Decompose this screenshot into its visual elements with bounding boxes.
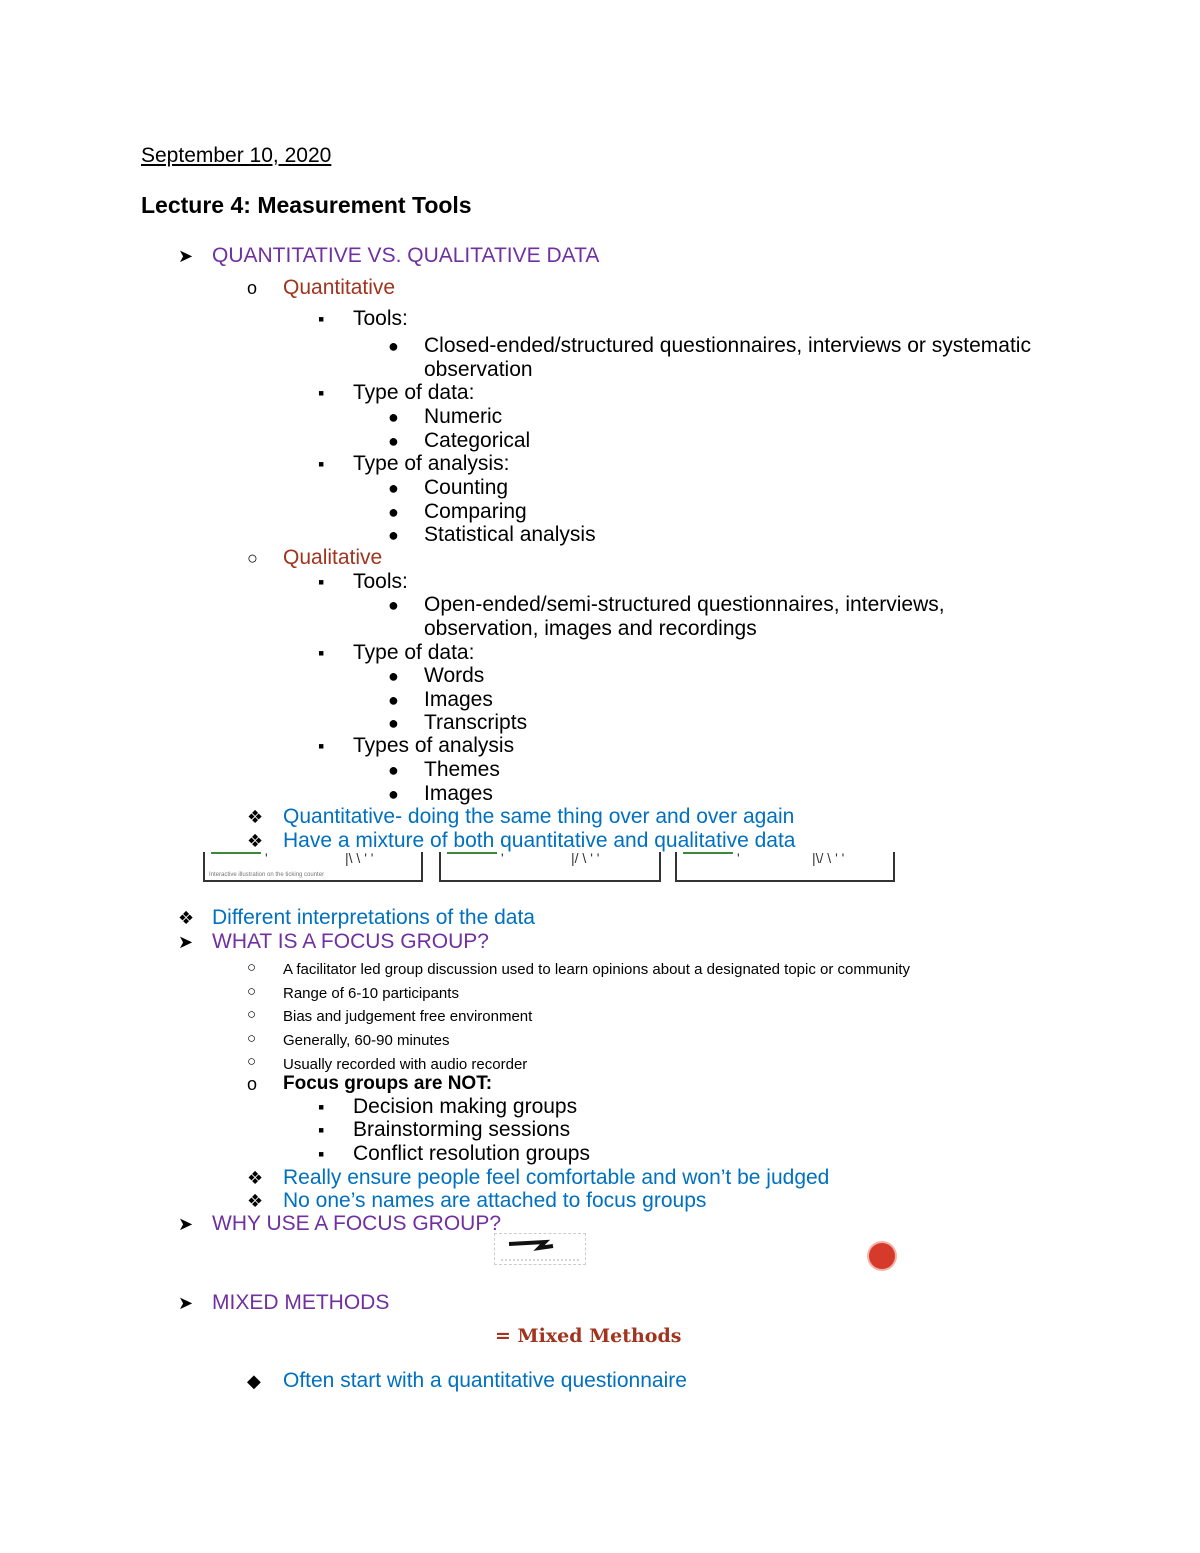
square-bullet-icon: ▪	[318, 736, 325, 756]
dot-bullet-icon: ●	[388, 595, 399, 615]
list-item: Numeric	[424, 405, 503, 428]
circle-bullet-icon: ○	[247, 959, 257, 976]
list-item: Counting	[424, 476, 509, 499]
dot-bullet-icon: ●	[388, 336, 399, 356]
square-bullet-icon: ▪	[318, 572, 325, 592]
mixed-methods-equation: = Mixed Methods	[495, 1325, 682, 1347]
red-circle-icon	[869, 1243, 895, 1269]
circle-bullet-icon: ○	[247, 1006, 257, 1023]
heading-mixed-methods: MIXED METHODS	[212, 1291, 390, 1314]
embedded-image-thumbnail: ' |\/ \ ' '	[675, 852, 895, 882]
list-item: Usually recorded with audio recorder	[283, 1056, 528, 1073]
date: September 10, 2020	[141, 144, 332, 167]
subheading-quantitative: Quantitative	[283, 276, 396, 299]
list-item: Closed-ended/structured questionnaires, interviews or systematic	[424, 334, 1031, 357]
list-item: Tools:	[353, 570, 408, 593]
dot-bullet-icon: ●	[388, 666, 399, 686]
square-bullet-icon: ▪	[318, 1120, 325, 1140]
square-bullet-icon: ▪	[318, 643, 325, 663]
diamond-bullet-icon: ❖	[178, 908, 195, 928]
dot-bullet-icon: ●	[388, 407, 399, 427]
square-bullet-icon: ▪	[318, 1097, 325, 1117]
dot-bullet-icon: ●	[388, 760, 399, 780]
list-item: Categorical	[424, 429, 531, 452]
list-item: Generally, 60-90 minutes	[283, 1032, 450, 1049]
heading-quant-vs-qual: QUANTITATIVE VS. QUALITATIVE DATA	[212, 244, 600, 267]
list-item: Types of analysis	[353, 734, 515, 757]
square-bullet-icon: ▪	[318, 1144, 325, 1164]
list-item: Range of 6-10 participants	[283, 985, 459, 1002]
list-item: Brainstorming sessions	[353, 1118, 571, 1141]
list-item: Decision making groups	[353, 1095, 578, 1118]
note-item: No one’s names are attached to focus groups	[283, 1189, 707, 1212]
note-item: Different interpretations of the data	[212, 906, 535, 929]
list-item: Images	[424, 782, 493, 805]
list-item: Open-ended/semi-structured questionnaires, interviews,	[424, 593, 945, 616]
square-bullet-icon: ▪	[318, 383, 325, 403]
arrow-bullet-icon: ➤	[178, 932, 194, 952]
circle-bullet-icon: o	[247, 1074, 258, 1094]
diamond-bullet-icon: ❖	[247, 1191, 264, 1211]
list-item: observation	[424, 358, 533, 381]
arrow-bullet-icon: ➤	[178, 1214, 194, 1234]
dot-bullet-icon: ●	[388, 690, 399, 710]
embedded-scribble-image	[494, 1233, 586, 1265]
circle-bullet-icon: ○	[247, 1030, 257, 1047]
subheading-fg-not: Focus groups are NOT:	[283, 1073, 493, 1094]
dot-bullet-icon: ●	[388, 784, 399, 804]
list-item: Transcripts	[424, 711, 528, 734]
page-title: Lecture 4: Measurement Tools	[141, 192, 472, 218]
subheading-qualitative: Qualitative	[283, 546, 383, 569]
circle-bullet-icon: ○	[247, 983, 257, 1000]
list-item: Type of data:	[353, 641, 475, 664]
note-item: Quantitative- doing the same thing over and over again	[283, 805, 795, 828]
circle-bullet-icon: o	[247, 278, 258, 298]
diamond-bullet-icon: ❖	[247, 807, 264, 827]
list-item: Type of data:	[353, 381, 475, 404]
dot-bullet-icon: ●	[388, 431, 399, 451]
thumbnail-caption: Interactive illustration on the ticking counter	[209, 872, 325, 878]
list-item: Statistical analysis	[424, 523, 596, 546]
list-item: Words	[424, 664, 485, 687]
arrow-bullet-icon: ➤	[178, 246, 194, 266]
heading-focus-group: WHAT IS A FOCUS GROUP?	[212, 930, 489, 953]
diamond-bullet-icon: ◆	[247, 1371, 261, 1391]
list-item: Tools:	[353, 307, 408, 330]
circle-bullet-icon: ○	[247, 548, 258, 568]
list-item: Comparing	[424, 500, 527, 523]
list-item: observation, images and recordings	[424, 617, 757, 640]
embedded-image-thumbnail: ' |/ \ ' '	[439, 852, 661, 882]
list-item: Conflict resolution groups	[353, 1142, 590, 1165]
heading-why-focus-group: WHY USE A FOCUS GROUP?	[212, 1212, 502, 1235]
list-item: Themes	[424, 758, 500, 781]
list-item: Images	[424, 688, 493, 711]
arrow-bullet-icon: ➤	[178, 1293, 194, 1313]
diamond-bullet-icon: ❖	[247, 1168, 264, 1188]
square-bullet-icon: ▪	[318, 454, 325, 474]
dot-bullet-icon: ●	[388, 713, 399, 733]
circle-bullet-icon: ○	[247, 1053, 257, 1070]
dot-bullet-icon: ●	[388, 525, 399, 545]
list-item: A facilitator led group discussion used to learn opinions about a designated topic or community	[283, 961, 911, 978]
note-item: Have a mixture of both quantitative and qualitative data	[283, 829, 796, 852]
note-item: Really ensure people feel comfortable and won’t be judged	[283, 1166, 830, 1189]
dot-bullet-icon: ●	[388, 478, 399, 498]
note-item: Often start with a quantitative questionnaire	[283, 1369, 687, 1392]
dot-bullet-icon: ●	[388, 502, 399, 522]
square-bullet-icon: ▪	[318, 309, 325, 329]
diamond-bullet-icon: ❖	[247, 831, 264, 851]
list-item: Bias and judgement free environment	[283, 1008, 533, 1025]
list-item: Type of analysis:	[353, 452, 510, 475]
embedded-image-thumbnail: ' |\ \ ' ' Interactive illustration on the ticking counter	[203, 852, 423, 882]
